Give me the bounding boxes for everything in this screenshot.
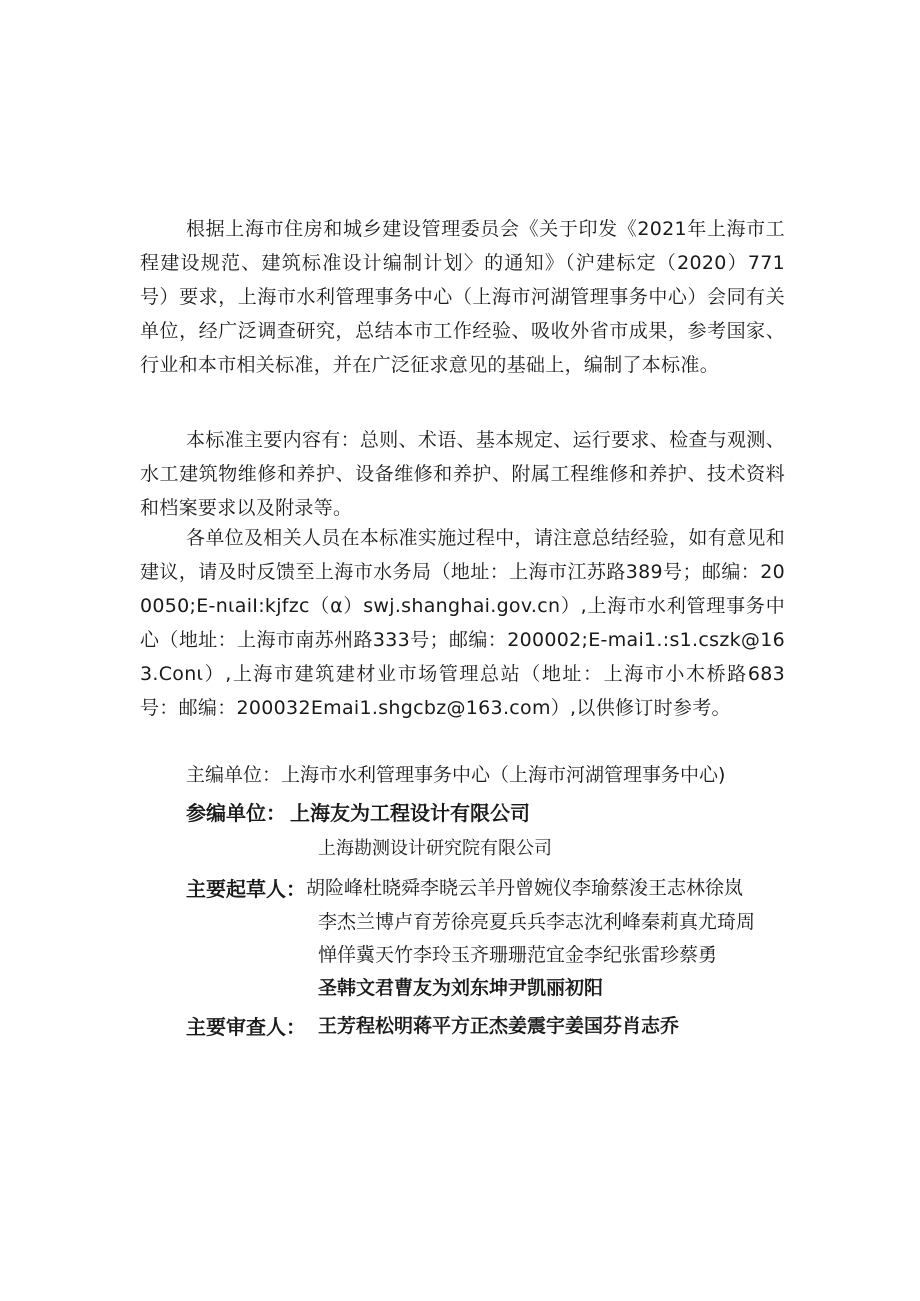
reviewers-names: 王芳程松明蒋平方正杰姜震宇姜国芬肖志乔: [318, 1015, 680, 1037]
drafters-label: 主要起草人：: [186, 877, 306, 901]
reviewers-label: 主要审查人：: [186, 1015, 306, 1039]
preface-paragraph-1: 根据上海市住房和城乡建设管理委员会《关于印发《2021年上海市工程建设规范、建筑标准设计编制计划〉的通知》（沪建标定（2020）771号）要求，上海市水利管理事务中心（上海市河湖管理事务中心）会同有关单位，经广泛调查研究，总结本市工作经验、吸收外省市成果，参考国家、行业和本市相关标准，并在广泛征求意见的基础上，编制了本标准。: [140, 218, 785, 376]
drafters-line: 胡险峰杜晓舜李晓云羊丹曾婉仪李瑜蔡浚王志林徐岚: [306, 877, 744, 899]
preface-paragraph-3: 各单位及相关人员在本标准实施过程中，请注意总结经验，如有意见和建议，请及时反馈至上海市水务局（地址：上海市江苏路389号；邮编：200050;E-nιaiI:kjfzc（α）swj.shanghai.gov.cn）,上海市水利管理事务中心（地址：上海市南苏州路333号；邮编：200002;E-mai1.:s1.cszk@163.Conι）,上海市建筑建材业市场管理总站（地址：上海市小木桥路683号：邮编：200032Emai1.shgcbz@163.com）,以供修订时参考。: [140, 527, 785, 719]
chief-editor-unit: 主编单位：上海市水利管理事务中心（上海市河湖管理事务中心): [186, 764, 726, 786]
participating-unit: 上海勘测设计研究院有限公司: [318, 838, 552, 859]
preface-paragraph-2: 本标准主要内容有：总则、术语、基本规定、运行要求、检查与观测、水工建筑物维修和养护、设备维修和养护、附属工程维修和养护、技术资料和档案要求以及附录等。: [140, 429, 785, 519]
drafters-line: 圣韩文君曹友为刘东坤尹凯丽初阳: [318, 977, 604, 999]
participating-unit: 上海友为工程设计有限公司: [290, 801, 530, 825]
drafters-line: 李杰兰博卢育芳徐亮夏兵兵李志沈利峰秦莉真尤琦周: [318, 911, 756, 933]
drafters-line: 惮佯冀天竹李玲玉齐珊珊范宜金李纪张雷珍蔡勇: [318, 944, 718, 966]
participating-units-label: 参编单位：: [186, 801, 286, 825]
